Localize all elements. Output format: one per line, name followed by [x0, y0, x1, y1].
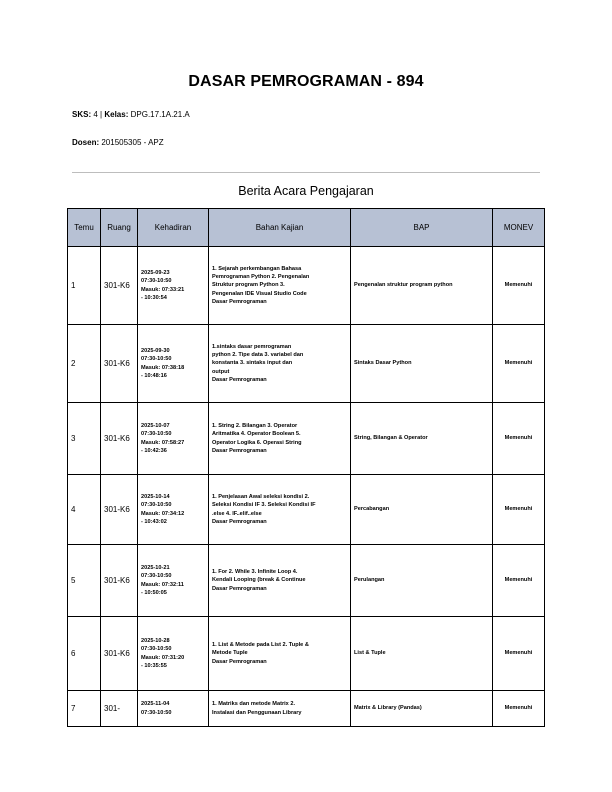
- cell-monev: Memenuhi: [493, 247, 545, 325]
- cell-bap: Perulangan: [351, 545, 493, 617]
- kehadiran-time: 07:30-10:50: [141, 431, 172, 438]
- document-title: DASAR PEMROGRAMAN - 894: [188, 73, 424, 90]
- bahan-line: Metode Tuple: [212, 650, 248, 657]
- cell-monev: Memenuhi: [493, 403, 545, 475]
- separator: |: [100, 110, 103, 119]
- cell-bap: List & Tuple: [351, 617, 493, 691]
- bahan-subject: Dasar Pemrograman: [212, 376, 267, 383]
- dosen-value: 201505305 - APZ: [101, 138, 164, 147]
- bahan-line: .else 4. IF..elif..else: [212, 510, 262, 517]
- bahan-line: python 2. Tipe data 3. variabel dan: [212, 352, 304, 359]
- bahan-line: Pemrograman Python 2. Pengenalan: [212, 274, 310, 281]
- cell-ruang: 301-: [101, 691, 138, 727]
- kehadiran-masuk: Masuk: 07:58:27: [141, 439, 185, 446]
- bahan-line: 1. Sejarah perkembangan Bahasa: [212, 266, 302, 273]
- bahan-line: Seleksi Kondisi IF 3. Seleksi Kondisi IF: [212, 502, 316, 509]
- table-row: [68, 403, 545, 475]
- bahan-line: Aritmatika 4. Operator Boolean 5.: [212, 431, 301, 438]
- bahan-subject: Dasar Pemrograman: [212, 447, 267, 454]
- bahan-line: 1.sintaks dasar pemrograman: [212, 344, 292, 351]
- sks-label: SKS:: [72, 110, 92, 119]
- cell-temu: 5: [68, 545, 101, 617]
- cell-ruang: 301-K6: [101, 247, 138, 325]
- col-header-temu: Temu: [68, 209, 101, 247]
- bahan-line: Operator Logika 6. Operasi String: [212, 439, 302, 446]
- cell-monev: Memenuhi: [493, 691, 545, 727]
- cell-bap: Percabangan: [351, 475, 493, 545]
- bahan-line: output: [212, 368, 230, 375]
- col-header-monev: MONEV: [493, 209, 545, 247]
- cell-kehadiran: [138, 617, 209, 691]
- bahan-line: 1. List & Metode pada List 2. Tuple &: [212, 642, 309, 649]
- kehadiran-date: 2025-10-14: [141, 494, 170, 501]
- kehadiran-time: 07:30-10:50: [141, 646, 172, 653]
- kehadiran-time: 07:30-10:50: [141, 278, 172, 285]
- cell-bap: String, Bilangan & Operator: [351, 403, 493, 475]
- kehadiran-masuk: Masuk: 07:34:12: [141, 510, 185, 517]
- sks-kelas-line: [72, 110, 190, 119]
- cell-bahan-kajian: [209, 545, 351, 617]
- cell-bahan-kajian: [209, 617, 351, 691]
- dosen-label: Dosen:: [72, 138, 100, 147]
- cell-ruang: 301-K6: [101, 403, 138, 475]
- cell-monev: Memenuhi: [493, 475, 545, 545]
- kehadiran-date: 2025-09-23: [141, 270, 170, 277]
- col-header-bap: BAP: [351, 209, 493, 247]
- cell-temu: 6: [68, 617, 101, 691]
- bahan-subject: Dasar Pemrograman: [212, 585, 267, 592]
- attendance-table: [67, 208, 545, 727]
- cell-kehadiran: [138, 545, 209, 617]
- bahan-line: 1. String 2. Bilangan 3. Operator: [212, 423, 298, 430]
- cell-monev: Memenuhi: [493, 545, 545, 617]
- cell-monev: Memenuhi: [493, 325, 545, 403]
- table-row: [68, 475, 545, 545]
- col-header-kehadiran: Kehadiran: [138, 209, 209, 247]
- kehadiran-keluar: - 10:43:02: [141, 518, 167, 525]
- bahan-subject: Dasar Pemrograman: [212, 518, 267, 525]
- table-row: [68, 545, 545, 617]
- cell-bahan-kajian: [209, 403, 351, 475]
- kehadiran-keluar: - 10:50:05: [141, 589, 167, 596]
- dosen-line: [72, 138, 164, 147]
- cell-ruang: 301-K6: [101, 325, 138, 403]
- cell-kehadiran: [138, 247, 209, 325]
- cell-kehadiran: [138, 475, 209, 545]
- cell-kehadiran: [138, 691, 209, 727]
- cell-bahan-kajian: [209, 475, 351, 545]
- table-header-row: [68, 209, 545, 247]
- kehadiran-date: 2025-10-28: [141, 638, 170, 645]
- bahan-line: Instalasi dan Penggunaan Library: [212, 709, 302, 716]
- divider: [72, 172, 540, 173]
- bahan-line: 1. For 2. While 3. Infinite Loop 4.: [212, 569, 298, 576]
- kehadiran-date: 2025-10-21: [141, 565, 170, 572]
- cell-ruang: 301-K6: [101, 617, 138, 691]
- section-title: Berita Acara Pengajaran: [238, 184, 374, 198]
- cell-bap: Pengenalan struktur program python: [351, 247, 493, 325]
- bahan-line: Kendali Looping (break & Continue: [212, 577, 306, 584]
- kelas-value: DPG.17.1A.21.A: [130, 110, 190, 119]
- kehadiran-keluar: - 10:48:16: [141, 372, 167, 379]
- sks-value: 4: [93, 110, 98, 119]
- kehadiran-time: 07:30-10:50: [141, 573, 172, 580]
- kehadiran-masuk: Masuk: 07:31:20: [141, 654, 185, 661]
- cell-temu: 7: [68, 691, 101, 727]
- col-header-ruang: Ruang: [101, 209, 138, 247]
- cell-bahan-kajian: [209, 247, 351, 325]
- kehadiran-masuk: Masuk: 07:33:21: [141, 286, 185, 293]
- cell-ruang: 301-K6: [101, 475, 138, 545]
- cell-bahan-kajian: [209, 325, 351, 403]
- cell-monev: Memenuhi: [493, 617, 545, 691]
- kehadiran-keluar: - 10:35:55: [141, 662, 167, 669]
- bahan-subject: Dasar Pemrograman: [212, 298, 267, 305]
- kehadiran-keluar: - 10:42:36: [141, 447, 167, 454]
- table-row: [68, 617, 545, 691]
- table-row: [68, 325, 545, 403]
- cell-kehadiran: [138, 325, 209, 403]
- bahan-line: Pengenalan IDE Visual Studio Code: [212, 290, 307, 297]
- cell-temu: 1: [68, 247, 101, 325]
- bahan-subject: Dasar Pemrograman: [212, 658, 267, 665]
- cell-bap: Sintaks Dasar Python: [351, 325, 493, 403]
- kehadiran-date: 2025-10-07: [141, 423, 170, 430]
- bahan-line: 1. Matriks dan metode Matrix 2.: [212, 701, 295, 708]
- bahan-line: 1. Penjelasan Awal seleksi kondisi 2.: [212, 494, 310, 501]
- cell-bahan-kajian: [209, 691, 351, 727]
- table-row: [68, 247, 545, 325]
- kelas-label: Kelas:: [104, 110, 129, 119]
- bahan-line: konstanta 3. sintaks input dan: [212, 360, 293, 367]
- cell-temu: 4: [68, 475, 101, 545]
- kehadiran-time: 07:30-10:50: [141, 502, 172, 509]
- kehadiran-time: 07:30-10:50: [141, 709, 172, 716]
- cell-temu: 3: [68, 403, 101, 475]
- kehadiran-masuk: Masuk: 07:38:18: [141, 364, 185, 371]
- bahan-line: Struktur program Python 3.: [212, 282, 285, 289]
- kehadiran-time: 07:30-10:50: [141, 356, 172, 363]
- kehadiran-date: 2025-11-04: [141, 701, 170, 708]
- kehadiran-date: 2025-09-30: [141, 348, 170, 355]
- kehadiran-keluar: - 10:30:54: [141, 294, 167, 301]
- cell-temu: 2: [68, 325, 101, 403]
- col-header-bahan-kajian: Bahan Kajian: [209, 209, 351, 247]
- kehadiran-masuk: Masuk: 07:32:11: [141, 581, 184, 588]
- table-row: [68, 691, 545, 727]
- cell-kehadiran: [138, 403, 209, 475]
- cell-bap: Matrix & Library (Pandas): [351, 691, 493, 727]
- cell-ruang: 301-K6: [101, 545, 138, 617]
